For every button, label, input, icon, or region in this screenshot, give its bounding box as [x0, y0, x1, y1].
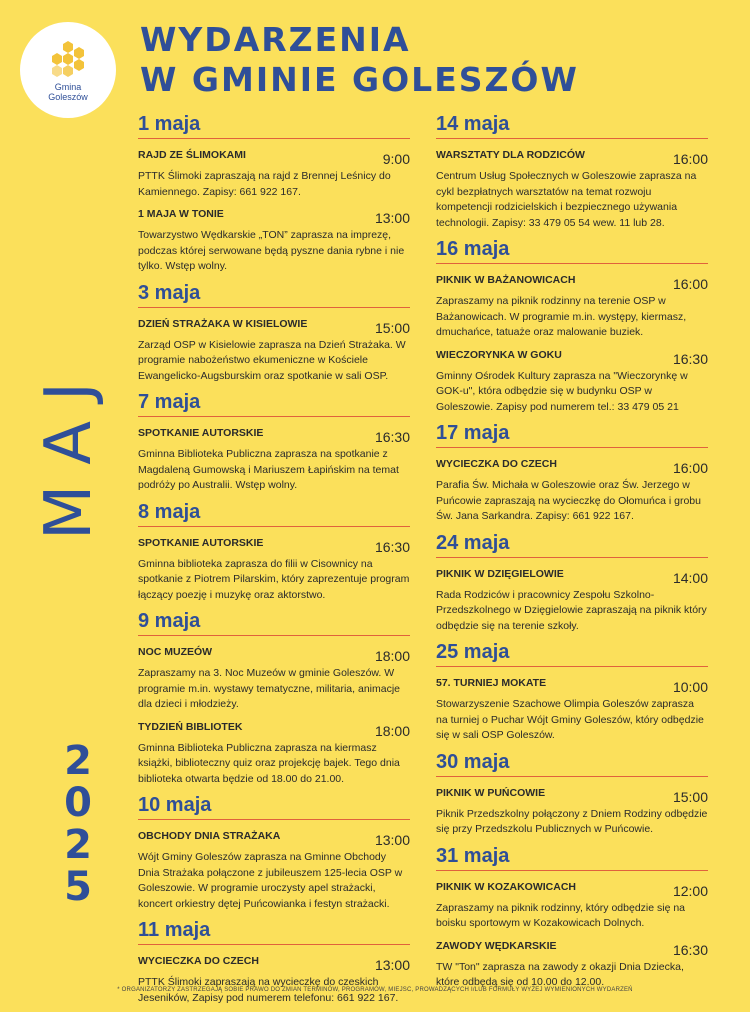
date-heading: 11 maja: [138, 918, 410, 945]
event-item: [436, 566, 708, 635]
event-item: [436, 272, 708, 341]
event-time: 13:00: [374, 957, 410, 973]
event-time: 18:00: [374, 648, 410, 664]
event-header: [436, 879, 708, 899]
event-time: 10:00: [672, 679, 708, 695]
year-digit: 2: [64, 738, 92, 784]
year-digit: 0: [64, 780, 92, 826]
event-description: Zarząd OSP w Kisielowie zaprasza na Dzień Strażaka. W programie nabożeństwo ekumeniczne w Kościele Ewangelicko-Augsburskim oraz spotkanie w sali OSP.: [138, 338, 406, 382]
event-description: Zapraszamy na piknik rodzinny, który odbędzie się na boisku sportowym w Kozakowicach Dolnych.: [436, 901, 686, 929]
date-section: [436, 640, 708, 744]
event-description: Gminna Biblioteka Publiczna zaprasza na kiermasz książki, biblioteczny quiz oraz projekcję bajek. Tego dnia biblioteka otwarta będzie od 18.00 do 21.00.: [138, 741, 400, 785]
event-name: NOC MUZEÓW: [138, 646, 213, 658]
title-line2: W GMINIE GOLESZÓW: [140, 60, 579, 99]
event-description: Centrum Usług Społecznych w Goleszowie zaprasza na cykl bezpłatnych warsztatów na temat rozwoju kompetencji rodzicielskich i bezpiecznego używania technologii. Zapisy: 33 479 05 54 wew. 11 lub 28.: [436, 170, 697, 229]
event-name: DZIEŃ STRAŻAKA W KISIELOWIE: [138, 317, 308, 330]
title-line1: WYDARZENIA: [140, 20, 411, 59]
event-name: 57. TURNIEJ MOKATE: [436, 677, 547, 689]
event-header: [436, 566, 708, 586]
events-column-left: [138, 112, 410, 1012]
date-section: [436, 112, 708, 231]
footnote: * ORGANIZATORZY ZASTRZEGAJĄ SOBIE PRAWO DO ZMIAN TERMINÓW, PROGRAMÓW, MIEJSC, PROWADZĄCYCH I/LUB FORMUŁY WYŻEJ WYMIENIONYCH WYDARZEŃ: [117, 987, 633, 993]
event-header: [138, 828, 410, 848]
event-header: [138, 206, 410, 226]
event-name: WARSZTATY DLA RODZICÓW: [436, 149, 585, 161]
date-section: [436, 844, 708, 991]
event-item: [436, 879, 708, 932]
event-name: PIKNIK W DZIĘGIELOWIE: [436, 567, 564, 580]
event-description: Gminna biblioteka zaprasza do filii w Cisownicy na spotkanie z Piotrem Pilarskim, który zaprezentuje program łączący poezję i muzykę oraz aktorstwo.: [138, 557, 410, 601]
date-heading: 10 maja: [138, 793, 410, 820]
date-heading: 24 maja: [436, 531, 708, 558]
event-name: TYDZIEŃ BIBLIOTEK: [138, 720, 243, 733]
month-label: MAJ: [32, 362, 106, 540]
event-description: PTTK Ślimoki zapraszają na wycieczkę do czeskich Jeseników, Zapisy pod numerem telefonu: 661 922 167.: [138, 976, 399, 1004]
event-description: Gminny Ośrodek Kultury zaprasza na "Wieczorynkę w GOK-u", która odbędzie się w budynku OSP w Goleszowie. Zapisy pod numerem tel.: 33 479 05 21: [436, 369, 688, 413]
year-digit: 5: [64, 864, 92, 910]
logo-text-line2: Goleszów: [48, 92, 88, 102]
event-header: [138, 147, 410, 167]
event-header: [436, 675, 708, 695]
event-item: [436, 456, 708, 525]
event-item: [436, 785, 708, 838]
event-name: WYCIECZKA DO CZECH: [436, 458, 557, 470]
event-item: [138, 644, 410, 713]
event-header: [436, 785, 708, 805]
event-header: [138, 719, 410, 739]
date-heading: 3 maja: [138, 281, 410, 308]
event-description: Towarzystwo Wędkarskie „TON” zaprasza na imprezę, podczas której serwowane będą pyszne dania rybne i nie tylko. Wstęp wolny.: [138, 229, 405, 272]
event-name: ZAWODY WĘDKARSKIE: [436, 939, 557, 952]
event-description: Parafia Św. Michała w Goleszowie oraz Św. Jerzego w Puńcowie zapraszają na wycieczkę do Ołomuńca i grobu Św. Jana Sarkandra. Zapisy: 661 922 167.: [436, 479, 701, 522]
year-label: [54, 740, 102, 908]
event-item: [138, 206, 410, 275]
event-name: PIKNIK W KOZAKOWICACH: [436, 880, 576, 893]
date-heading: 16 maja: [436, 237, 708, 264]
date-heading: 31 maja: [436, 844, 708, 871]
event-time: 16:30: [374, 429, 410, 445]
event-item: [138, 147, 410, 200]
date-section: [138, 609, 410, 787]
event-item: [138, 425, 410, 494]
event-item: [138, 828, 410, 912]
event-time: 16:00: [672, 460, 708, 476]
event-time: 12:00: [672, 882, 708, 899]
date-section: [138, 390, 410, 494]
event-name: PIKNIK W PUŃCOWIE: [436, 786, 546, 799]
date-section: [138, 500, 410, 604]
event-time: 16:30: [374, 538, 410, 555]
event-item: [436, 347, 708, 416]
event-item: [138, 953, 410, 1006]
event-time: 16:30: [672, 350, 708, 367]
event-item: [138, 316, 410, 385]
event-time: 14:00: [672, 569, 708, 586]
date-heading: 30 maja: [436, 750, 708, 777]
event-time: 15:00: [672, 788, 708, 805]
event-header: [138, 953, 410, 973]
event-header: [436, 938, 708, 958]
event-name: PIKNIK W BAŻANOWICACH: [436, 274, 576, 286]
event-description: Zapraszamy na piknik rodzinny na terenie OSP w Bażanowicach. W programie m.in. występy, kiermasz, dmuchańce, tatuaże oraz malowanie buziek.: [436, 295, 687, 338]
event-name: 1 MAJA W TONIE: [138, 208, 224, 220]
event-description: PTTK Ślimoki zapraszają na rajd z Brennej Leśnicy do Kamiennego. Zapisy: 661 922 167.: [138, 170, 391, 198]
event-item: [436, 938, 708, 991]
event-header: [436, 456, 708, 476]
date-heading: 8 maja: [138, 500, 410, 527]
event-header: [138, 644, 410, 664]
gmina-logo[interactable]: [20, 22, 116, 118]
date-section: [436, 421, 708, 525]
event-time: 16:30: [672, 941, 708, 958]
date-section: [138, 281, 410, 385]
event-header: [436, 147, 708, 167]
date-heading: 17 maja: [436, 421, 708, 448]
event-description: Stowarzyszenie Szachowe Olimpia Goleszów zaprasza na turniej o Puchar Wójt Gminy Goleszów, który odbędzie się w sali OSP Goleszów.: [436, 698, 704, 741]
event-time: 18:00: [374, 722, 410, 739]
date-heading: 1 maja: [138, 112, 410, 139]
event-name: WIECZORYNKA W GOKU: [436, 348, 562, 361]
date-heading: 9 maja: [138, 609, 410, 636]
event-header: [138, 316, 410, 336]
event-time: 13:00: [374, 832, 410, 848]
page-title: [140, 20, 579, 100]
event-description: TW "Ton" zaprasza na zawody z okazji Dnia Dziecka, które odbędą się od 10.00 do 12.00.: [436, 960, 684, 988]
date-section: [138, 112, 410, 275]
event-item: [436, 147, 708, 231]
honeycomb-icon: [45, 40, 91, 82]
event-item: [436, 675, 708, 744]
event-name: SPOTKANIE AUTORSKIE: [138, 536, 264, 549]
event-header: [138, 425, 410, 445]
event-description: Zapraszamy na 3. Noc Muzeów w gminie Goleszów. W programie m.in. wystawy tematyczne, militaria, animacje dla dzieci i młodzieży.: [138, 667, 400, 710]
date-heading: 14 maja: [436, 112, 708, 139]
event-time: 13:00: [374, 210, 410, 226]
event-name: WYCIECZKA DO CZECH: [138, 955, 259, 967]
event-time: 9:00: [382, 151, 410, 167]
event-item: [138, 719, 410, 788]
event-time: 16:00: [672, 151, 708, 167]
date-section: [436, 750, 708, 838]
event-name: SPOTKANIE AUTORSKIE: [138, 427, 264, 439]
date-section: [436, 237, 708, 415]
event-header: [436, 272, 708, 292]
event-header: [138, 535, 410, 555]
event-name: OBCHODY DNIA STRAŻAKA: [138, 830, 281, 842]
event-time: 16:00: [672, 276, 708, 292]
event-header: [436, 347, 708, 367]
event-item: [138, 535, 410, 604]
logo-text-line1: Gmina: [54, 82, 82, 92]
date-heading: 7 maja: [138, 390, 410, 417]
date-heading: 25 maja: [436, 640, 708, 667]
event-description: Piknik Przedszkolny połączony z Dniem Rodziny odbędzie się przy Przedszkolu Publicznych w Puńcowie.: [436, 807, 708, 835]
event-time: 15:00: [374, 319, 410, 336]
events-column-right: [436, 112, 708, 997]
year-digit: 2: [64, 822, 92, 868]
event-description: Gminna Biblioteka Publiczna zaprasza na spotkanie z Magdaleną Gumowską i Mariuszem Łapińskim na temat podróży po Australii. Wstęp wolny.: [138, 448, 399, 491]
event-description: Rada Rodziców i pracownicy Zespołu Szkolno-Przedszkolnego w Dzięgielowie zapraszają na piknik który odbędzie się na terenie szkoły.: [436, 588, 707, 632]
event-description: Wójt Gminy Goleszów zaprasza na Gminne Obchody Dnia Strażaka połączone z jubileuszem 125-lecia OSP w Goleszowie. W programie uroczysty apel strażacki, koncert orkiestry dętej Puńcowianka i festyn strażacki.: [138, 851, 403, 910]
date-section: [436, 531, 708, 635]
event-name: RAJD ZE ŚLIMOKAMI: [138, 149, 246, 161]
date-section: [138, 793, 410, 912]
